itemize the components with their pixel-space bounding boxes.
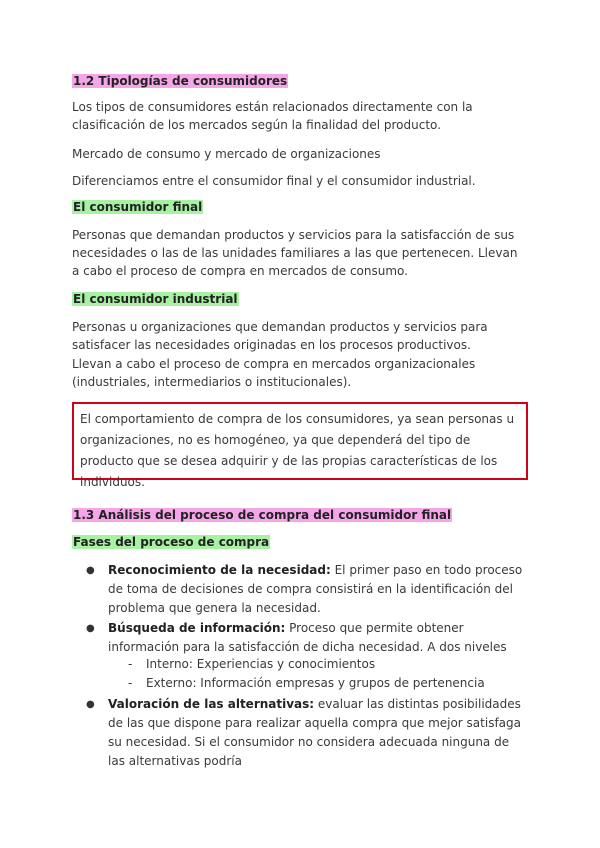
subsection-heading — [72, 200, 203, 214]
list-item-label: Reconocimiento de la necesidad: — [108, 563, 331, 577]
list-item-label: Búsqueda de información: — [108, 621, 286, 635]
note-text: El comportamiento de compra de los consumidores, ya sean personas u organizaciones, no es homogéneo, ya que dependerá del tipo de producto que se desea adquirir y de las propias características de los individuos. — [80, 412, 515, 489]
list-item-text: evaluar las distintas posibilidades de las que dispone para realizar aquella compra que mejor satisfaga su necesidad. Si el consumidor no considera adecuada ninguna de las alternativas podría — [108, 697, 522, 768]
list-item-label: Valoración de las alternativas: — [108, 697, 315, 711]
paragraph: Mercado de consumo y mercado de organizaciones — [72, 147, 381, 161]
section-title: 1.3 Análisis del proceso de compra del consumidor final — [73, 508, 452, 522]
list-item-text: Proceso que permite obtener información para la satisfacción de dicha necesidad. A dos niveles — [108, 621, 507, 654]
paragraph: Los tipos de consumidores están relacionados directamente con la clasificación de los mercados según la finalidad del producto. — [72, 100, 473, 132]
dash-icon: - — [128, 657, 133, 671]
sub-list-item: Externo: Información empresas y grupos de pertenencia — [146, 676, 485, 690]
subsection-title: El consumidor final — [73, 200, 203, 214]
section-heading — [72, 508, 452, 522]
note-box — [72, 402, 528, 489]
paragraph: Diferenciamos entre el consumidor final y el consumidor industrial. — [72, 174, 476, 188]
subsection-heading — [72, 292, 239, 306]
paragraph: Llevan a cabo el proceso de compra en mercados organizacionales (industriales, intermediarios o institucionales). — [72, 357, 476, 389]
bullet-icon: ● — [86, 699, 95, 710]
subsection-title: Fases del proceso de compra — [73, 535, 270, 549]
subsection-title: El consumidor industrial — [73, 292, 238, 306]
list-item — [108, 561, 528, 618]
list-item — [108, 695, 528, 771]
section-heading — [72, 74, 288, 88]
dash-icon: - — [128, 676, 133, 690]
bullet-icon: ● — [86, 623, 95, 634]
section-title: 1.2 Tipologías de consumidores — [73, 74, 288, 88]
paragraph: Personas que demandan productos y servicios para la satisfacción de sus necesidades o las de las unidades familiares a las que pertenecen. Llevan a cabo el proceso de compra en mercados de consumo. — [72, 228, 518, 278]
list-item-text: El primer paso en todo proceso de toma de decisiones de compra consistirá en la identificación del problema que genera la necesidad. — [108, 563, 523, 615]
sub-list-item: Interno: Experiencias y conocimientos — [146, 657, 376, 671]
bullet-icon: ● — [86, 565, 95, 576]
subsection-heading — [72, 535, 270, 549]
list-item — [108, 619, 528, 657]
paragraph: Personas u organizaciones que demandan productos y servicios para satisfacer las necesidades originadas en los procesos productivos. — [72, 320, 488, 352]
